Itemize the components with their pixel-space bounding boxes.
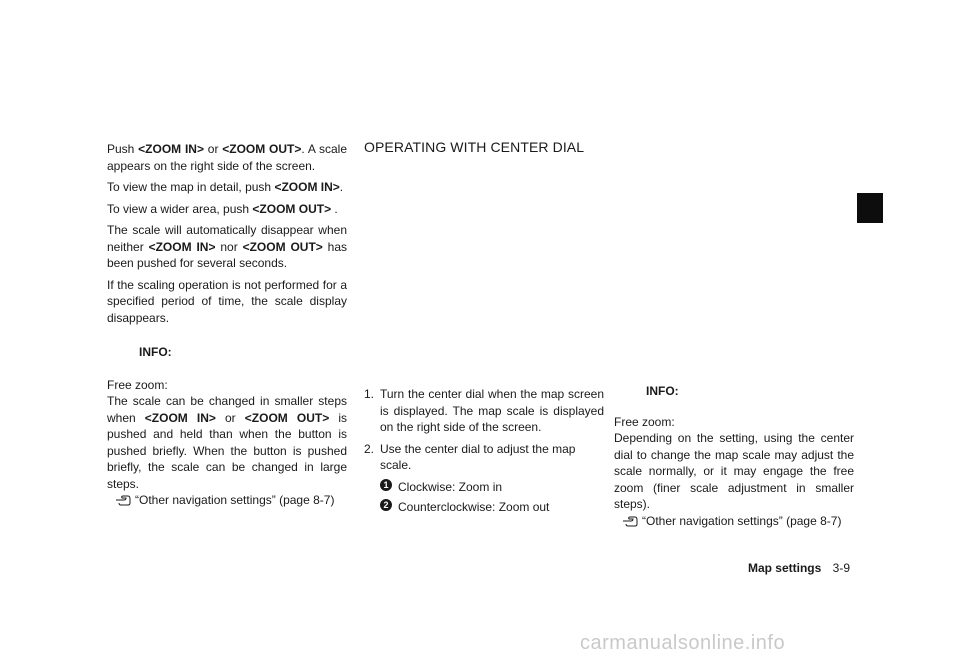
section-title: OPERATING WITH CENTER DIAL <box>364 139 585 155</box>
zoom-out-label: <ZOOM OUT> <box>242 239 323 254</box>
reference-text: “Other navigation settings” (page 8-7) <box>642 513 842 528</box>
left-column <box>107 141 347 509</box>
info-free-zoom-title: Free zoom: <box>614 414 675 429</box>
text: To view the map in detail, push <box>107 180 275 194</box>
substep-text: Clockwise: Zoom in <box>398 479 503 494</box>
text: . <box>331 201 338 216</box>
text: or <box>215 410 245 425</box>
info-free-zoom-body <box>107 393 347 492</box>
text: . <box>339 180 344 194</box>
page-number: 3-9 <box>832 561 850 575</box>
step-number: 1. <box>364 387 375 401</box>
info-heading: INFO: <box>139 345 172 359</box>
step-text: Use the center dial to adjust the map scale. <box>380 441 576 472</box>
text: To view a wider area, push <box>107 201 253 216</box>
text: The scale will automatically disappear when neither <box>107 223 347 254</box>
zoom-in-label: <ZOOM IN> <box>144 410 216 425</box>
substep-1 <box>380 479 604 496</box>
substep-2 <box>380 499 604 516</box>
watermark: carmanualsonline.info <box>580 632 786 654</box>
zoom-in-label: <ZOOM IN> <box>274 180 340 194</box>
chapter-tab <box>857 193 883 223</box>
text: has been pushed for several seconds. <box>107 239 348 270</box>
paragraph-scale-disappear <box>107 222 347 272</box>
info-heading: INFO: <box>646 384 679 398</box>
text: nor <box>215 239 243 254</box>
pointing-hand-icon <box>115 493 131 507</box>
circled-number-1: 1 <box>380 479 392 491</box>
page-footer <box>748 560 850 577</box>
paragraph-view-wider <box>107 201 347 218</box>
zoom-out-label: <ZOOM OUT> <box>244 410 330 425</box>
text: or <box>203 142 223 156</box>
step-number: 2. <box>364 441 375 456</box>
text: . A scale appears on the right side of the screen. <box>107 142 347 173</box>
substep-text: Counterclockwise: Zoom out <box>398 500 550 514</box>
reference-text: “Other navigation settings” (page 8-7) <box>135 493 335 507</box>
paragraph-scaling-timeout: If the scaling operation is not performed for a specified period of time, the scale display disappears. <box>107 277 347 325</box>
info-free-zoom-title: Free zoom: <box>107 377 168 392</box>
paragraph-push-zoom <box>107 141 347 174</box>
step-text: Turn the center dial when the map screen is displayed. The map scale is displayed on the right side of the screen. <box>380 387 604 434</box>
zoom-in-label: <ZOOM IN> <box>138 142 204 156</box>
right-column <box>614 383 854 529</box>
paragraph-view-detail <box>107 179 347 196</box>
middle-column <box>364 386 604 520</box>
text: The scale can be changed in smaller steps when <box>107 394 347 425</box>
reference-link[interactable] <box>115 492 347 509</box>
info-free-zoom-body: Depending on the setting, using the center dial to change the map scale may adjust the scale normally, or it may engage the free zoom (finer scale adjustment in smaller steps). <box>614 431 854 511</box>
reference-link[interactable] <box>622 513 854 530</box>
footer-section-label: Map settings <box>747 561 822 575</box>
zoom-out-label: <ZOOM OUT> <box>252 201 332 216</box>
pointing-hand-icon <box>622 514 638 528</box>
circled-number-2: 2 <box>380 499 392 511</box>
text: Push <box>107 142 139 156</box>
text: is pushed and held than when the button is pushed briefly. When the button is pushed briefly, the scale can be changed in large steps. <box>107 410 347 491</box>
zoom-out-label: <ZOOM OUT> <box>222 142 302 156</box>
step-2 <box>364 441 604 474</box>
zoom-in-label: <ZOOM IN> <box>148 239 216 254</box>
step-1 <box>364 386 604 436</box>
